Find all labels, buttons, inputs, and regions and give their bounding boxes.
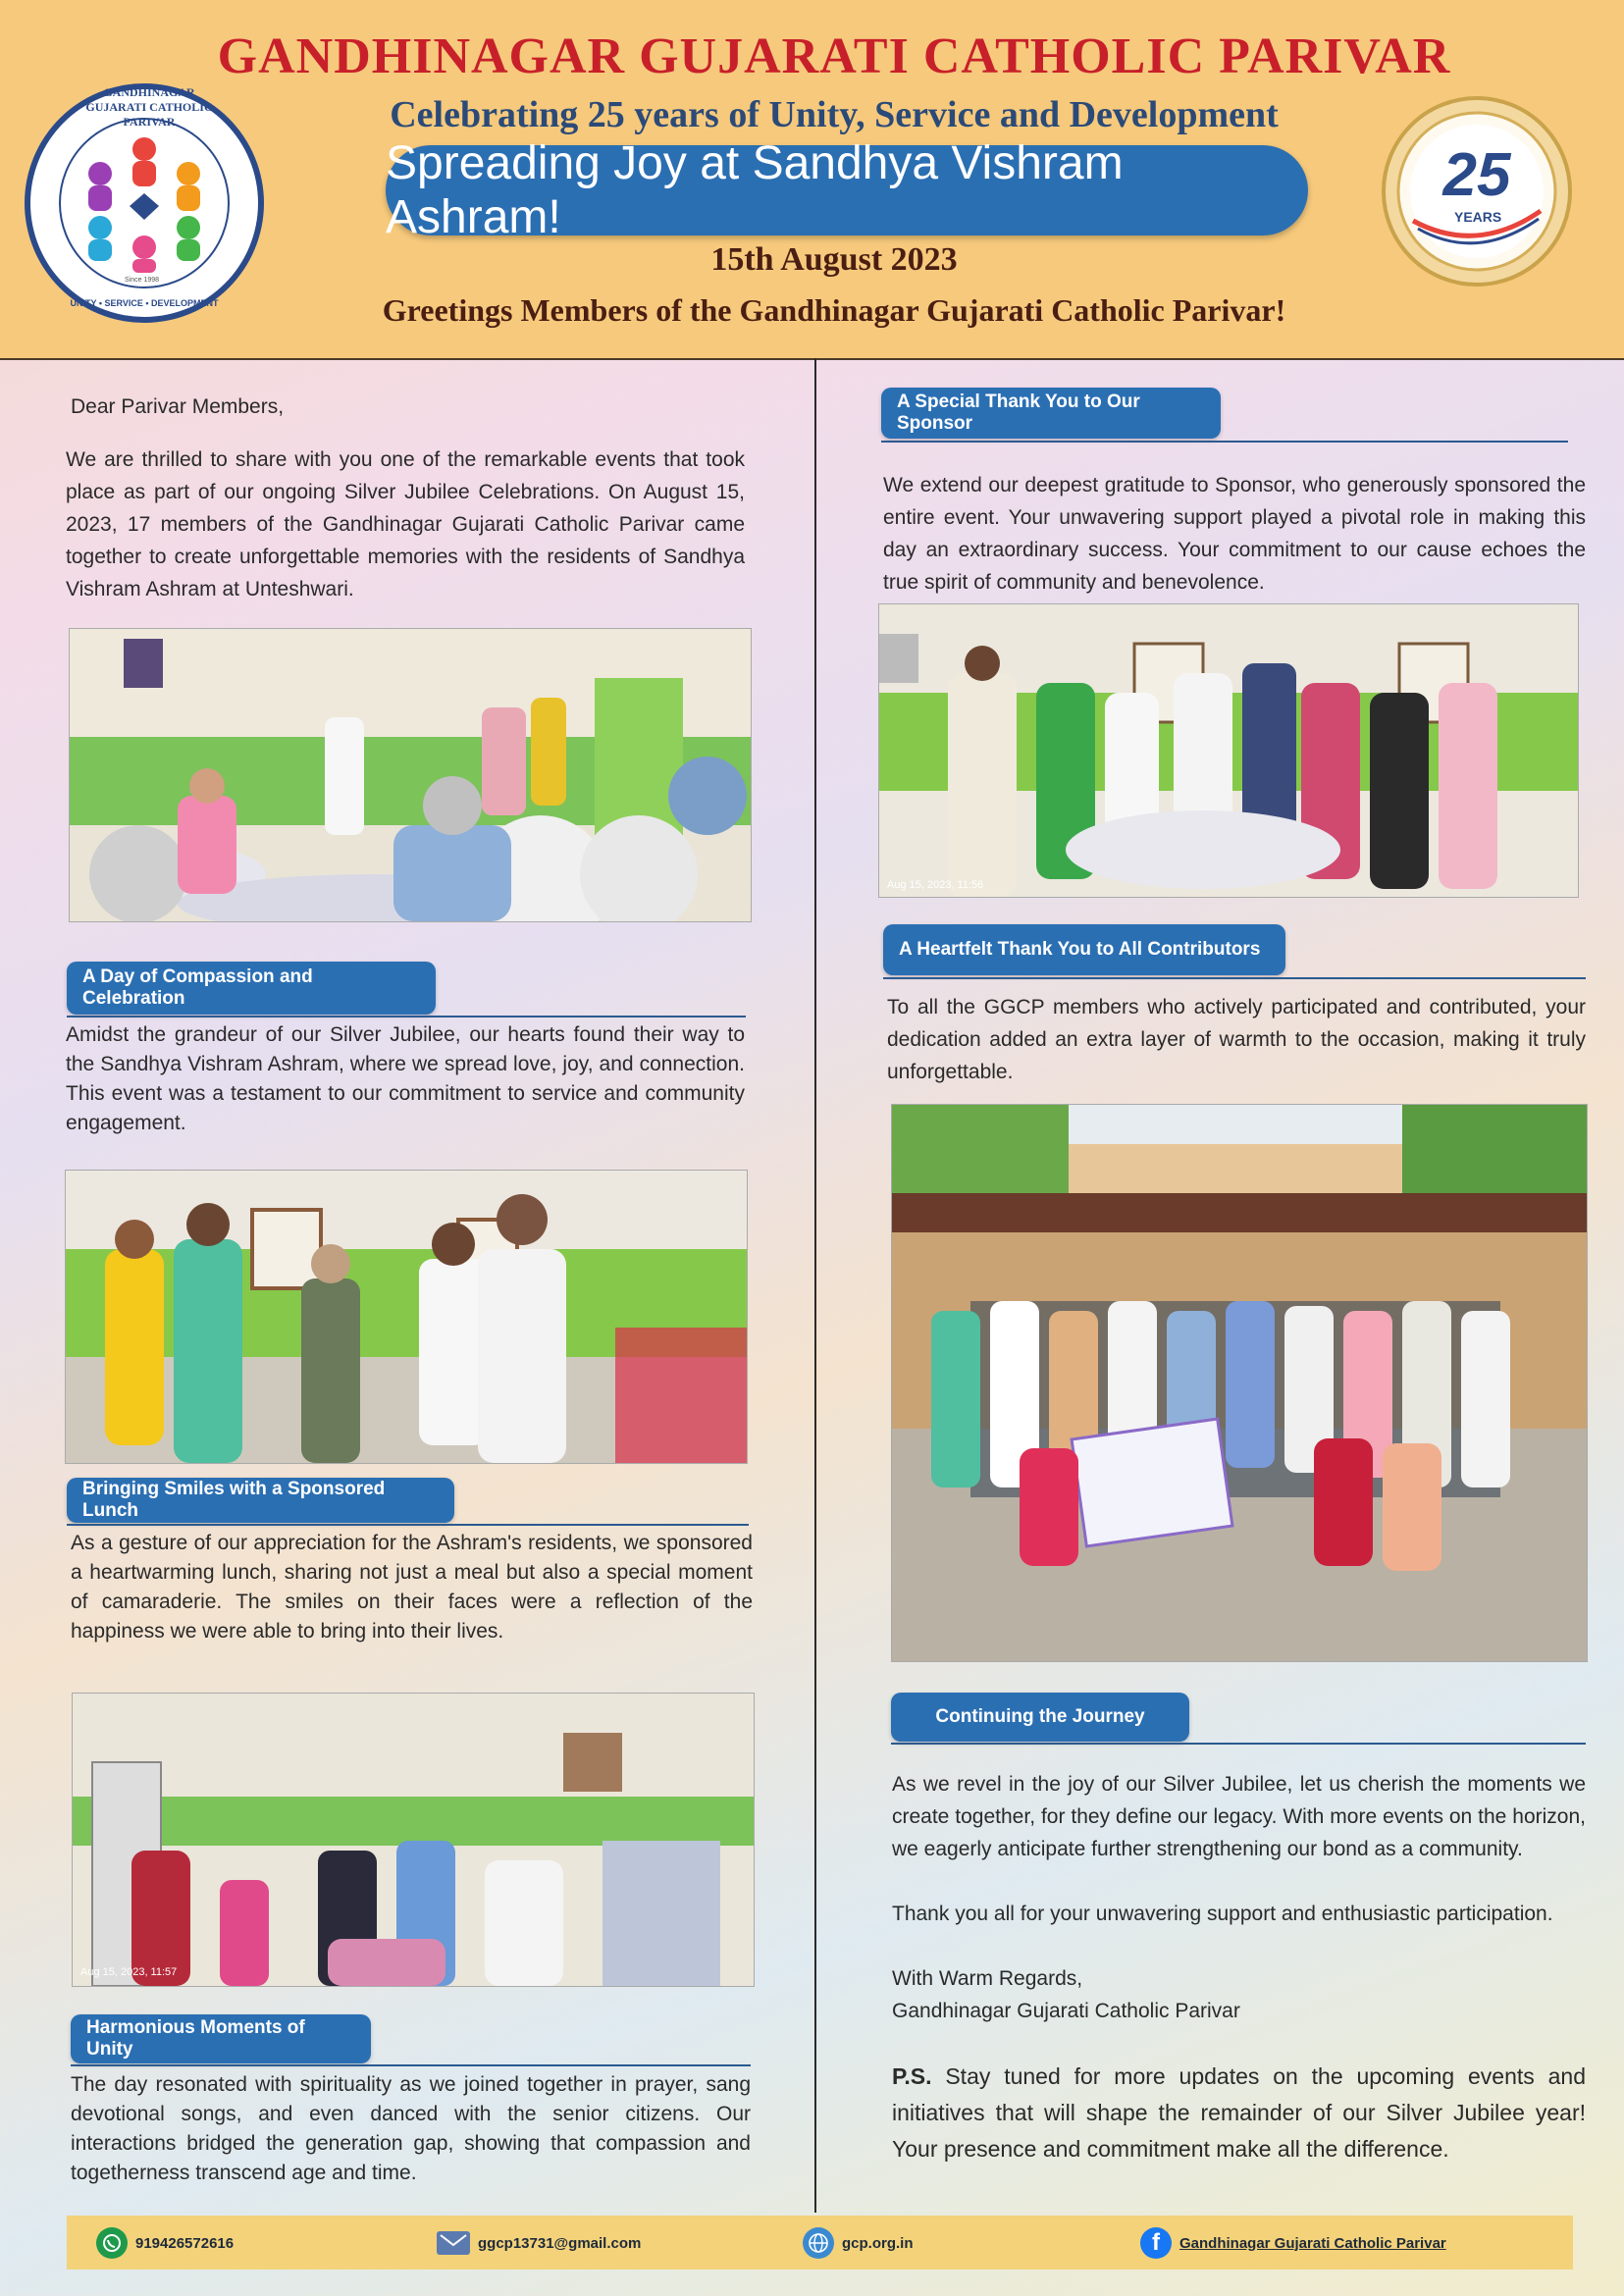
section-label-contributors: A Heartfelt Thank You to All Contributors (883, 924, 1285, 975)
footer-email[interactable] (437, 2223, 641, 2263)
ps-label: P.S. (892, 2063, 932, 2089)
contributors-paragraph: To all the GGCP members who actively participated and contributed, your dedication added an extra layer of warmth to the occasion, making it truly unforgettable. (887, 996, 1586, 1083)
column-divider (814, 358, 816, 2213)
globe-icon (803, 2227, 834, 2259)
salutation: Dear Parivar Members, (71, 395, 285, 418)
footer-phone[interactable] (96, 2223, 234, 2263)
email-address: ggcp13731@gmail.com (478, 2234, 642, 2252)
phone-number: 919426572616 (135, 2234, 235, 2252)
photo-timestamp: Aug 15, 2023, 11:57 (80, 1966, 178, 1978)
logo-since: Since 1998 (125, 277, 160, 284)
facebook-icon: f (1140, 2227, 1172, 2259)
compassion-paragraph: Amidst the grandeur of our Silver Jubilee, our hearts found their way to the Sandhya Vishram Ashram, where we spread love, joy, and connection. This event was a testament to our commitment to service and community engagement. (66, 1023, 745, 1134)
section-rule (891, 1743, 1586, 1745)
website-url: gcp.org.in (842, 2234, 914, 2252)
logo-motto: UNITY • SERVICE • DEVELOPMENT (70, 298, 219, 308)
ps-text: Stay tuned for more updates on the upcoming events and initiatives that will shape the remainder of our Silver Jubilee year! Your presence and commitment make all the difference. (892, 2063, 1586, 2162)
event-photo-greeting (65, 1170, 748, 1464)
intro-paragraph: We are thrilled to share with you one of the remarkable events that took place as part of our ongoing Silver Jubilee Celebrations. On August 15, 2023, 17 members of the Gandhinagar Gujarati Catholic Parivar came together to create unforgettable memories with the residents of Sandhya Vishram Ashram at Unteshwari. (66, 448, 745, 600)
event-photo-dining-hall (69, 628, 752, 922)
org-title: GANDHINAGAR GUJARATI CATHOLIC PARIVAR (217, 28, 1451, 84)
section-rule (883, 977, 1586, 979)
section-label-sponsor: A Special Thank You to Our Sponsor (881, 388, 1221, 439)
sponsor-paragraph: We extend our deepest gratitude to Sponsor, who generously sponsored the entire event. Your unwavering support played a pivotal role in making this day an extraordinary success. Your commitment to our cause echoes the true spirit of community and benevolence. (883, 474, 1586, 594)
event-photo-sponsor (878, 603, 1579, 898)
section-label-unity: Harmonious Moments of Unity (71, 2014, 371, 2063)
journey-paragraph: As we revel in the joy of our Silver Jubilee, let us cherish the moments we create together, for they define our legacy. With more events on the horizon, we eagerly anticipate further strengthening our bond as a community. (892, 1773, 1586, 1860)
section-label-compassion: A Day of Compassion and Celebration (67, 962, 436, 1015)
photo-timestamp: Aug 15, 2023, 11:56 (887, 879, 984, 891)
event-date: 15th August 2023 (710, 241, 958, 278)
lunch-paragraph: As a gesture of our appreciation for the Ashram's residents, we sponsored a heartwarming lunch, sharing not just a meal but also a special moment of camaraderie. The smiles on their faces were a reflection of the happiness we were able to bring into their lives. (71, 1532, 753, 1643)
badge-number: 25 (1442, 141, 1511, 209)
footer-website[interactable] (803, 2223, 914, 2263)
section-rule (67, 1524, 749, 1526)
ps-paragraph (892, 2059, 1586, 2167)
event-photo-group (891, 1104, 1588, 1662)
facebook-link[interactable]: Gandhinagar Gujarati Catholic Parivar (1179, 2234, 1446, 2252)
whatsapp-icon (96, 2227, 128, 2259)
thanks-paragraph: Thank you all for your unwavering support and enthusiastic participation. (892, 1903, 1553, 1925)
logo-ring-text: GANDHINAGAR GUJARATI CATHOLIC PARIVAR (85, 85, 213, 129)
closing-regards: With Warm Regards, (892, 1967, 1083, 1990)
unity-paragraph: The day resonated with spirituality as we joined together in prayer, sang devotional songs, and even danced with the senior citizens. Our interactions bridged the generation gap, showing that compassion and togetherness transcend age and time. (71, 2073, 751, 2184)
section-rule (71, 2064, 751, 2066)
footer-facebook[interactable] (1140, 2223, 1446, 2263)
section-label-lunch: Bringing Smiles with a Sponsored Lunch (67, 1478, 454, 1523)
jubilee-badge (1374, 93, 1580, 289)
section-label-journey: Continuing the Journey (891, 1693, 1189, 1742)
badge-text: YEARS (1454, 209, 1502, 225)
closing-signature: Gandhinagar Gujarati Catholic Parivar (892, 2000, 1240, 2022)
event-photo-gathering (72, 1693, 755, 1987)
section-rule (881, 441, 1568, 443)
subtitle: Celebrating 25 years of Unity, Service and Development (390, 94, 1279, 135)
event-banner: Spreading Joy at Sandhya Vishram Ashram! (386, 145, 1308, 235)
greeting: Greetings Members of the Gandhinagar Gujarati Catholic Parivar! (382, 292, 1286, 328)
section-rule (67, 1016, 746, 1018)
mail-icon (437, 2231, 470, 2255)
